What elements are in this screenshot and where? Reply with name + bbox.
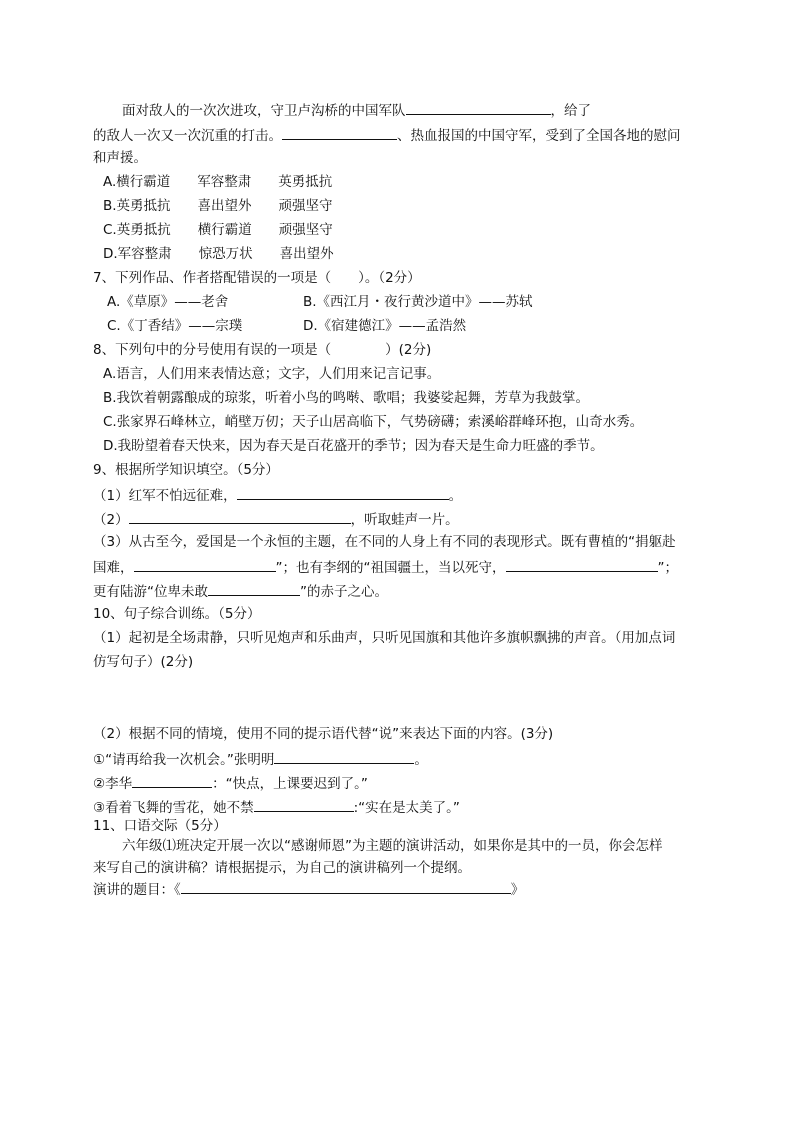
q11-stem: 11、口语交际（5分）: [93, 818, 227, 834]
q6-option-d: D.军容整肃 惊恐万状 喜出望外: [103, 246, 334, 262]
q10-sentence-2: [93, 773, 368, 793]
q8-stem: 8、下列句中的分号使用有误的一项是（ ）(2分): [93, 342, 432, 358]
q10-sentence-3-text: ③看着飞舞的雪花，她不禁: [93, 800, 254, 816]
q10-item-2: （2）根据不同的情境，使用不同的提示语代替“说”来表达下面的内容。(3分): [93, 726, 554, 742]
q9-item-3-text: 更有陆游“位卑未敢: [93, 584, 208, 600]
q9-item-3-text: 国难，: [93, 560, 134, 576]
q8-option-b: B.我饮着朝露酿成的琼浆，听着小鸟的鸣啭、歌唱；我婆娑起舞，芳草为我鼓掌。: [103, 390, 590, 406]
q9-item-1: [93, 485, 462, 505]
q11-paragraph-line1: 六年级⑴班决定开展一次以“感谢师恩”为主题的演讲活动，如果你是其中的一员，你会怎样: [122, 838, 663, 854]
q8-option-d: D.我盼望着春天快来，因为春天是百花盛开的季节；因为春天是生命力旺盛的季节。: [103, 438, 604, 454]
q10-item-1-line1: （1）起初是全场肃静，只听见炮声和乐曲声，只听见国旗和其他许多旗帜飘拂的声音。（用加点词: [93, 630, 676, 646]
q10-blank-2[interactable]: [132, 773, 212, 788]
q9-item-3-text: ”的赤子之心。: [300, 584, 388, 600]
q10-sentence-1: [93, 749, 428, 769]
q10-blank-3[interactable]: [254, 797, 354, 812]
q9-item-3-text: ”；也有李纲的“祖国疆土，当以死守，: [275, 560, 506, 576]
q11-title-label: 演讲的题目：《: [93, 882, 181, 898]
q9-blank-4[interactable]: [506, 557, 658, 572]
q6-stem-line3: 和声援。: [93, 150, 147, 166]
q6-stem-text: 的敌人一次又一次沉重的打击。: [93, 128, 282, 144]
q8-option-c: C.张家界石峰林立，峭壁万仞；天子山居高临下，气势磅礴；索溪峪群峰环抱，山奇水秀。: [103, 414, 644, 430]
q9-item-3-text: ”；: [657, 560, 678, 576]
q9-blank-1[interactable]: [237, 485, 449, 500]
q6-stem-line1: [122, 100, 591, 120]
q9-item-3-line1: （3）从古至今，爱国是一个永恒的主题，在不同的人身上有不同的表现形式。既有曹植的“捐躯赴: [93, 534, 676, 550]
q10-sentence-1-end: 。: [414, 752, 428, 768]
q6-stem-text: 、热血报国的中国守军，受到了全国各地的慰问: [397, 128, 681, 144]
q10-stem: 10、句子综合训练。（5分）: [93, 606, 261, 622]
q11-title-blank[interactable]: [181, 879, 511, 894]
q9-blank-2[interactable]: [129, 509, 351, 524]
q10-blank-1[interactable]: [274, 749, 414, 764]
q9-blank-3[interactable]: [134, 557, 276, 572]
q10-sentence-2-text: ②李华: [93, 776, 133, 792]
q6-option-a: A.横行霸道 军容整肃 英勇抵抗: [103, 174, 333, 190]
q11-speech-title: [93, 879, 524, 899]
q9-item-3-line2: [93, 557, 678, 577]
q6-stem-text: ，给了: [550, 103, 591, 119]
q7-option-d: D.《宿建德江》——孟浩然: [303, 318, 467, 334]
q7-option-a: A.《草原》——老舍: [107, 294, 229, 310]
q9-item-2-text: （2）: [93, 512, 129, 528]
q9-item-1-end: 。: [448, 488, 463, 504]
q7-stem: 7、下列作品、作者搭配错误的一项是（ ）。（2分）: [93, 270, 421, 286]
q6-stem-text: 面对敌人的一次次进攻，守卫卢沟桥的中国军队: [122, 103, 406, 119]
q11-paragraph-line2: 来写自己的演讲稿？请根据提示，为自己的演讲稿列一个提纲。: [93, 860, 471, 876]
q9-item-2-end: ，听取蛙声一片。: [350, 512, 459, 528]
q6-blank-1[interactable]: [406, 100, 551, 115]
q6-option-c: C.英勇抵抗 横行霸道 顽强坚守: [103, 222, 333, 238]
q7-option-b: B.《西江月・夜行黄沙道中》——苏轼: [303, 294, 533, 310]
q11-title-close: 》: [510, 882, 525, 898]
q9-stem: 9、根据所学知识填空。（5分）: [93, 462, 279, 478]
q6-blank-2[interactable]: [282, 125, 397, 140]
q7-option-c: C.《丁香结》——宗璞: [107, 318, 243, 334]
q9-item-2: [93, 509, 459, 529]
q10-sentence-3: [93, 797, 460, 817]
q10-sentence-3-end: :“实在是太美了。”: [353, 800, 460, 816]
q10-sentence-2-end: ：“快点，上课要迟到了。”: [212, 776, 368, 792]
q10-sentence-1-text: ①“请再给我一次机会。”张明明: [93, 752, 275, 768]
q8-option-a: A.语言，人们用来表情达意；文字，人们用来记言记事。: [103, 366, 441, 382]
q6-stem-line2: [93, 125, 681, 145]
q9-blank-5[interactable]: [208, 581, 300, 596]
q9-item-1-text: （1）红军不怕远征难，: [93, 488, 237, 504]
q6-option-b: B.英勇抵抗 喜出望外 顽强坚守: [103, 198, 333, 214]
q9-item-3-line3: [93, 581, 388, 601]
q10-item-1-line2: 仿写句子）(2分): [93, 654, 194, 670]
